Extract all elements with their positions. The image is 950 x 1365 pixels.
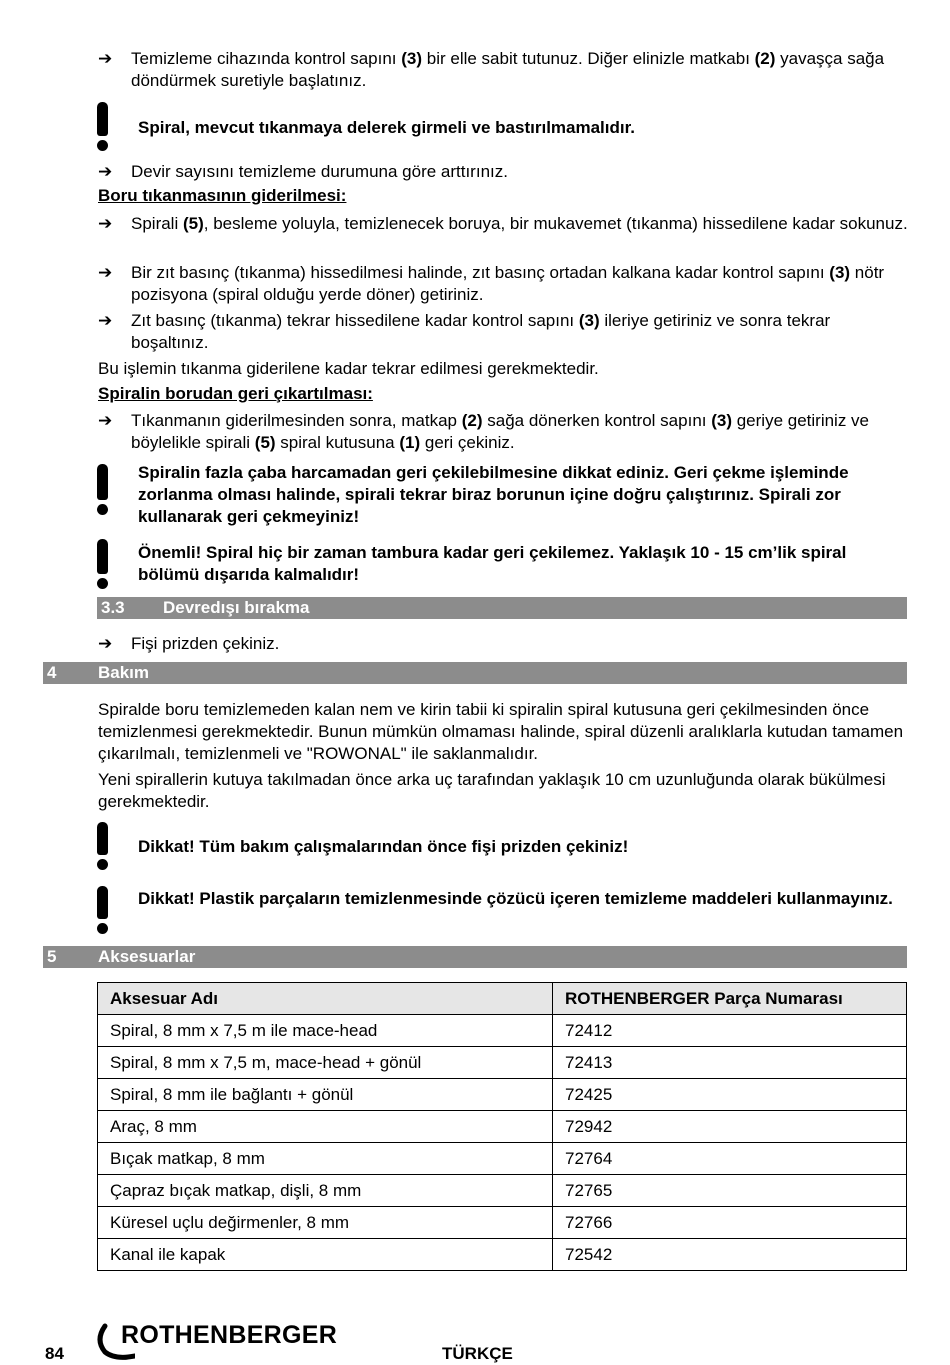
instruction-step [98,161,908,183]
warning-text: Spiralin fazla çaba harcamadan geri çekilebilmesine dikkat ediniz. Geri çekme işleminde zorlanma olması halinde, spirali tekrar biraz borunun içine doğru çalıştırınız. Spirali zor kullanarak geri çekmeyiniz! [138,463,849,526]
warning-note [96,822,908,858]
warning-text: Dikkat! Plastik parçaların temizlenmesinde çözücü içeren temizleme maddeleri kullanmayınız. [138,889,893,908]
section-title: Aksesuarlar [98,947,196,966]
part-number: 72413 [553,1047,907,1079]
table-row [98,1079,907,1111]
rothenberger-logo [95,1322,351,1360]
instruction-step [98,410,908,454]
arrow-right-icon: ➔ [98,311,113,330]
step-text: Devir sayısını temizleme durumuna göre arttırınız. [131,162,508,181]
warning-note [96,102,908,139]
warning-note [96,462,908,528]
accessory-name: Spiral, 8 mm x 7,5 m, mace-head + gönül [98,1047,553,1079]
language-label: TÜRKÇE [442,1344,513,1363]
page-number: 84 [45,1344,64,1363]
step-text: Spirali (5), besleme yoluyla, temizlenecek boruya, bir mukavemet (tıkanma) hissedilene kadar sokunuz. [131,214,908,233]
body-text: Bu işlemin tıkanma giderilene kadar tekrar edilmesi gerekmektedir. [98,359,599,378]
brand-name: ROTHENBERGER [121,1321,338,1349]
part-number: 72764 [553,1143,907,1175]
section-number: 5 [47,947,57,966]
accessories-table [97,982,907,1271]
step-text: Tıkanmanın giderilmesinden sonra, matkap (2) sağa dönerken kontrol sapını (3) geriye getiriniz ve böylelikle spirali (5) spiral kutusuna (1) geri çekiniz. [131,411,870,452]
body-text: Spiralde boru temizlemeden kalan nem ve kirin tabii ki spiralin spiral kutusuna geri çekilmesinden önce temizlenmesi gerekmektedir. Bunun mümkün olmaması halinde, spiral düzenli aralıklarla kutudan tamamen çıkarılmalı, temizlenmeli ve "ROWONAL" ile saklanmalıdır. [98,700,904,763]
table-row [98,1015,907,1047]
table-header-row [98,983,907,1015]
arrow-right-icon: ➔ [98,214,113,233]
column-header: Aksesuar Adı [98,983,553,1015]
accessory-name: Küresel uçlu değirmenler, 8 mm [98,1207,553,1239]
section-heading [43,946,907,968]
subheading: Boru tıkanmasının giderilmesi: [98,186,347,205]
instruction-step [98,262,908,306]
table-row [98,1143,907,1175]
accessory-name: Spiral, 8 mm ile bağlantı + gönül [98,1079,553,1111]
step-text: Bir zıt basınç (tıkanma) hissedilmesi halinde, zıt basınç ortadan kalkana kadar kontrol sapını (3) nötr pozisyona (spiral olduğu yerde döner) getiriniz. [131,263,885,304]
table-row [98,1047,907,1079]
part-number: 72425 [553,1079,907,1111]
warning-text: Spiral, mevcut tıkanmaya delerek girmeli ve bastırılmamalıdır. [138,118,636,137]
warning-text: Önemli! Spiral hiç bir zaman tambura kadar geri çekilemez. Yaklaşık 10 - 15 cm’lik spiral bölümü dışarıda kalmalıdır! [138,543,847,584]
part-number: 72766 [553,1207,907,1239]
warning-text: Dikkat! Tüm bakım çalışmalarından önce fişi prizden çekiniz! [138,837,629,856]
table-row [98,1111,907,1143]
section-title: Devredışı bırakma [163,598,310,617]
step-text: Fişi prizden çekiniz. [131,634,280,653]
section-number: 4 [47,663,57,682]
accessory-name: Spiral, 8 mm x 7,5 m ile mace-head [98,1015,553,1047]
table-row [98,1207,907,1239]
section-heading [97,597,907,619]
table-row [98,1175,907,1207]
arrow-right-icon: ➔ [98,411,113,430]
instruction-step [98,48,908,92]
accessory-name: Çapraz bıçak matkap, dişli, 8 mm [98,1175,553,1207]
arrow-right-icon: ➔ [98,634,113,653]
table-row [98,1239,907,1271]
warning-note [96,886,908,910]
step-text: Zıt basınç (tıkanma) tekrar hissedilene kadar kontrol sapını (3) ileriye getiriniz ve sonra tekrar boşaltınız. [131,311,831,352]
step-text: Temizleme cihazında kontrol sapını (3) bir elle sabit tutunuz. Diğer elinizle matkabı (2) yavaşça sağa döndürmek suretiyle başlatınız. [131,49,885,90]
instruction-step [98,633,908,655]
part-number: 72542 [553,1239,907,1271]
accessory-name: Araç, 8 mm [98,1111,553,1143]
part-number: 72765 [553,1175,907,1207]
arrow-right-icon: ➔ [98,263,113,282]
section-heading [43,662,907,684]
accessory-name: Bıçak matkap, 8 mm [98,1143,553,1175]
section-number: 3.3 [101,598,125,617]
section-title: Bakım [98,663,150,682]
subheading: Spiralin borudan geri çıkartılması: [98,384,373,403]
warning-note [96,542,908,586]
instruction-step [98,213,908,235]
arrow-right-icon: ➔ [98,49,113,68]
part-number: 72412 [553,1015,907,1047]
part-number: 72942 [553,1111,907,1143]
arrow-right-icon: ➔ [98,162,113,181]
column-header: ROTHENBERGER Parça Numarası [553,983,907,1015]
accessory-name: Kanal ile kapak [98,1239,553,1271]
instruction-step [98,310,908,354]
body-text: Yeni spirallerin kutuya takılmadan önce arka uç tarafından yaklaşık 10 cm uzunluğunda olarak bükülmesi gerekmektedir. [98,770,886,811]
